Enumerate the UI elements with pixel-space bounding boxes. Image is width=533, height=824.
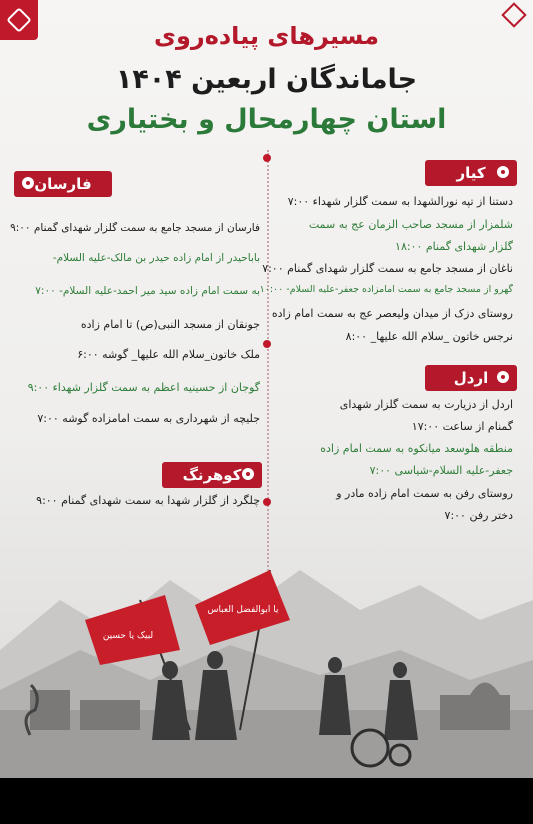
flag-right-text: یا ابوالفضل العباس [207, 605, 279, 615]
route-line: چلگرد از گلزار شهدا به سمت شهدای گمنام ۹:۰۰ [36, 494, 260, 507]
route-line: روستای رفن به سمت امام زاده مادر و [336, 487, 513, 500]
route-line: منطقه هلوسعد میانکوه به سمت امام زاده [320, 442, 513, 455]
route-line: نرجس خاتون _سلام الله علیها_ ۸:۰۰ [345, 330, 513, 343]
route-line: روستای دزک از میدان ولیعصر عج به سمت امام زاده [271, 307, 513, 320]
kuhrang-tag [162, 462, 262, 488]
poster-subtitle: جاماندگان اربعین ۱۴۰۴ [115, 64, 418, 95]
route-line: ملک خاتون_سلام الله علیها_ گوشه ۶:۰۰ [77, 348, 260, 361]
route-line: باباحیدر از امام زاده حیدر بن مالک-علیه السلام- [52, 252, 260, 264]
flag-left-text: لبیک یا حسین [102, 631, 154, 641]
kuhrang-title: کوهرنگ [182, 466, 242, 484]
route-line: گهرو از مسجد جامع به سمت امامزاده جعفر-علیه السلام- ۱۰:۰۰ [259, 284, 513, 295]
pilgrims-illustration [0, 560, 533, 778]
bottom-bar [0, 778, 533, 824]
farsan-tag [14, 171, 112, 197]
ardal-title: اردل [453, 369, 489, 387]
route-line: ناغان از مسجد جامع به سمت گلزار شهدای گمنام ۷:۰۰ [262, 262, 513, 275]
route-line: گمنام از ساعت ۱۷:۰۰ [411, 420, 513, 433]
kiar-title: کیار [456, 164, 486, 182]
farsan-title: فارسان [34, 175, 92, 193]
location-pin-icon [22, 177, 34, 189]
route-line: به سمت امام زاده سید میر احمد-علیه السلام- ۷:۰۰ [35, 285, 260, 297]
route-line: جعفر-علیه السلام-شیاسی ۷:۰۰ [369, 464, 513, 477]
province-name: استان چهارمحال و بختیاری [86, 104, 447, 135]
route-line: دستنا از تپه نورالشهدا به سمت گلزار شهداء ۷:۰۰ [287, 195, 513, 208]
route-line: گلزار شهدای گمنام ۱۸:۰۰ [395, 240, 513, 253]
ardal-tag [425, 365, 517, 391]
route-line: جلیچه از شهرداری به سمت امامزاده گوشه ۷:۰۰ [37, 412, 260, 425]
location-pin-icon [497, 166, 509, 178]
route-line: گوجان از حسینیه اعظم به سمت گلزار شهداء ۹:۰۰ [27, 381, 260, 394]
location-pin-icon [242, 468, 254, 480]
divider-dot [263, 154, 271, 162]
route-line: اردل از دزیارت به سمت گلزار شهدای [339, 398, 513, 411]
poster-title: مسیرهای پیاده‌روی [153, 22, 380, 50]
route-line: دختر رفن ۷:۰۰ [444, 509, 513, 522]
route-line: شلمزار از مسجد صاحب الزمان عج به سمت [308, 218, 513, 231]
route-line: جونقان از مسجد النبی(ص) تا امام زاده [80, 318, 260, 331]
location-pin-icon [497, 371, 509, 383]
route-line: فارسان از مسجد جامع به سمت گلزار شهدای گمنام ۹:۰۰ [10, 222, 260, 234]
kiar-tag [425, 160, 517, 186]
